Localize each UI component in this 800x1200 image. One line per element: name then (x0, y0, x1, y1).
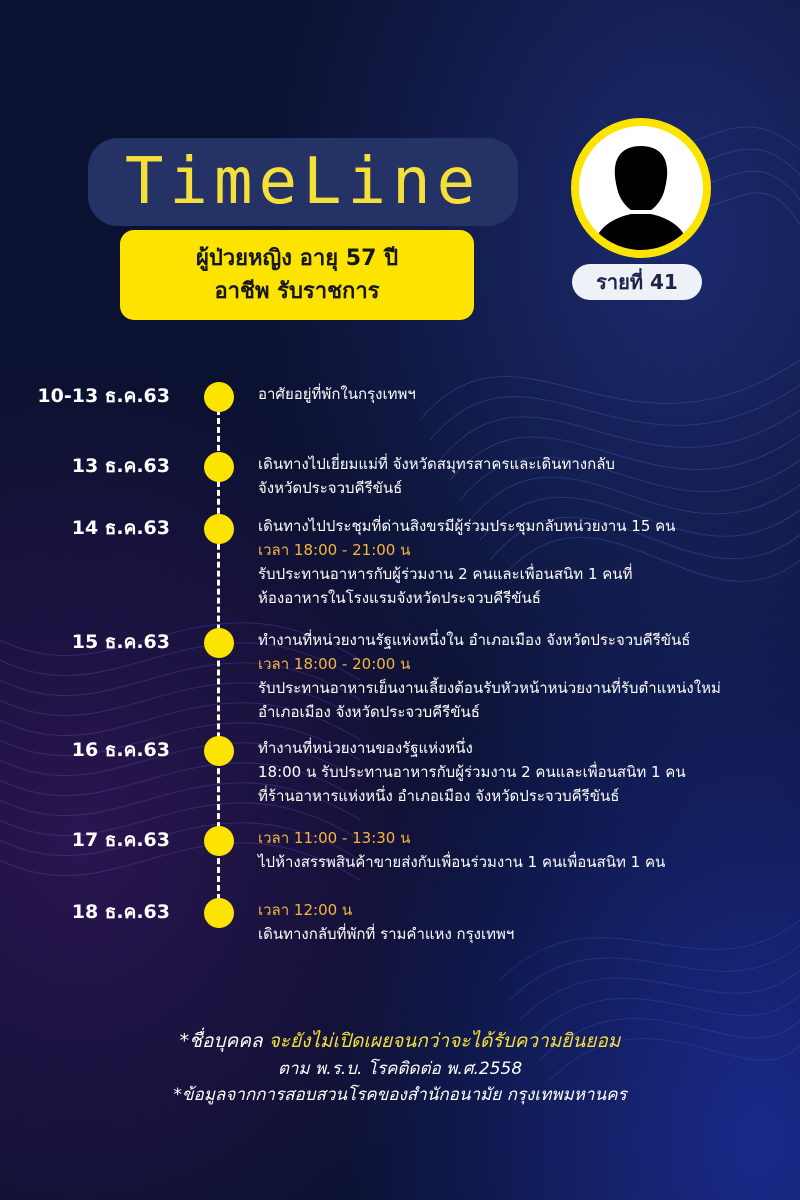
timeline-description (258, 382, 793, 406)
timeline-date: 17 ธ.ค.63 (71, 829, 170, 851)
patient-summary: ผู้ป่วยหญิง อายุ 57 ปี (195, 246, 399, 271)
timeline-dot (204, 898, 234, 928)
footer-notes (0, 1026, 800, 1108)
privacy-note-highlight: จะยังไม่เปิดเผยจนกว่าจะได้รับความยินยอม (268, 1030, 621, 1052)
timeline-date: 18 ธ.ค.63 (71, 901, 170, 923)
timeline-text: เดินทางไปเยี่ยมแม่ที่ จังหวัดสมุทรสาครและเดินทางกลับ (258, 455, 615, 473)
timeline-dot (204, 382, 234, 412)
timeline-time: เวลา 18:00 - 20:00 น (258, 655, 411, 673)
timeline-text: ทำงานที่หน่วยงานของรัฐแห่งหนึ่ง (258, 739, 473, 757)
page-title: TimeLine (124, 145, 482, 219)
timeline-text: ห้องอาหารในโรงแรมจังหวัดประจวบคีรีขันธ์ (258, 589, 541, 607)
timeline-date: 10-13 ธ.ค.63 (37, 385, 170, 407)
timeline-text: ทำงานที่หน่วยงานรัฐแห่งหนึ่งใน อำเภอเมือง จังหวัดประจวบคีรีขันธ์ (258, 631, 691, 649)
timeline-description (258, 826, 793, 874)
timeline-dot (204, 826, 234, 856)
timeline-dot (204, 628, 234, 658)
timeline-date: 13 ธ.ค.63 (71, 455, 170, 477)
case-number-badge: รายที่ 41 (572, 264, 702, 300)
timeline-text: รับประทานอาหารกับผู้ร่วมงาน 2 คนและเพื่อนสนิท 1 คนที่ (258, 565, 633, 583)
source-note: *ข้อมูลจากการสอบสวนโรคของสำนักอนามัย กรุงเทพมหานคร (173, 1085, 627, 1105)
timeline-description (258, 736, 793, 808)
timeline-text: อำเภอเมือง จังหวัดประจวบคีรีขันธ์ (258, 703, 480, 721)
timeline-date: 14 ธ.ค.63 (71, 517, 170, 539)
patient-occupation: อาชีพ รับราชการ (214, 279, 380, 304)
timeline-text: รับประทานอาหารเย็นงานเลี้ยงต้อนรับหัวหน้าหน่วยงานที่รับตำแหน่งใหม่ (258, 679, 721, 697)
timeline-description (258, 898, 793, 946)
timeline-text: เดินทางไปประชุมที่ด่านสิงขรมีผู้ร่วมประชุมกลับหน่วยงาน 15 คน (258, 517, 676, 535)
timeline-description (258, 514, 793, 610)
title-banner (88, 138, 518, 226)
avatar (571, 118, 711, 258)
timeline-time: เวลา 18:00 - 21:00 น (258, 541, 411, 559)
timeline-text: เดินทางกลับที่พักที่ รามคำแหง กรุงเทพฯ (258, 925, 515, 943)
timeline-description (258, 452, 793, 500)
female-silhouette-icon (579, 126, 703, 250)
timeline-dot (204, 452, 234, 482)
privacy-note-prefix: *ชื่อบุคคล (179, 1030, 269, 1052)
timeline-text: อาศัยอยู่ที่พักในกรุงเทพฯ (258, 385, 416, 403)
timeline-date: 15 ธ.ค.63 (71, 631, 170, 653)
timeline-time: เวลา 12:00 น (258, 901, 353, 919)
timeline-date: 16 ธ.ค.63 (71, 739, 170, 761)
timeline-text: จังหวัดประจวบคีรีขันธ์ (258, 479, 403, 497)
timeline-time: เวลา 11:00 - 13:30 น (258, 829, 411, 847)
patient-info-banner (120, 230, 474, 320)
timeline-text: 18:00 น รับประทานอาหารกับผู้ร่วมงาน 2 คนและเพื่อนสนิท 1 คน (258, 763, 686, 781)
timeline-dot (204, 736, 234, 766)
privacy-note (0, 1026, 800, 1056)
timeline-text: ที่ร้านอาหารแห่งหนึ่ง อำเภอเมือง จังหวัดประจวบคีรีขันธ์ (258, 787, 620, 805)
timeline-text: ไปห้างสรรพสินค้าขายส่งกับเพื่อนร่วมงาน 1 คนเพื่อนสนิท 1 คน (258, 853, 666, 871)
timeline-dot (204, 514, 234, 544)
timeline-description (258, 628, 793, 724)
law-reference: ตาม พ.ร.บ. โรคติดต่อ พ.ศ.2558 (277, 1059, 523, 1079)
